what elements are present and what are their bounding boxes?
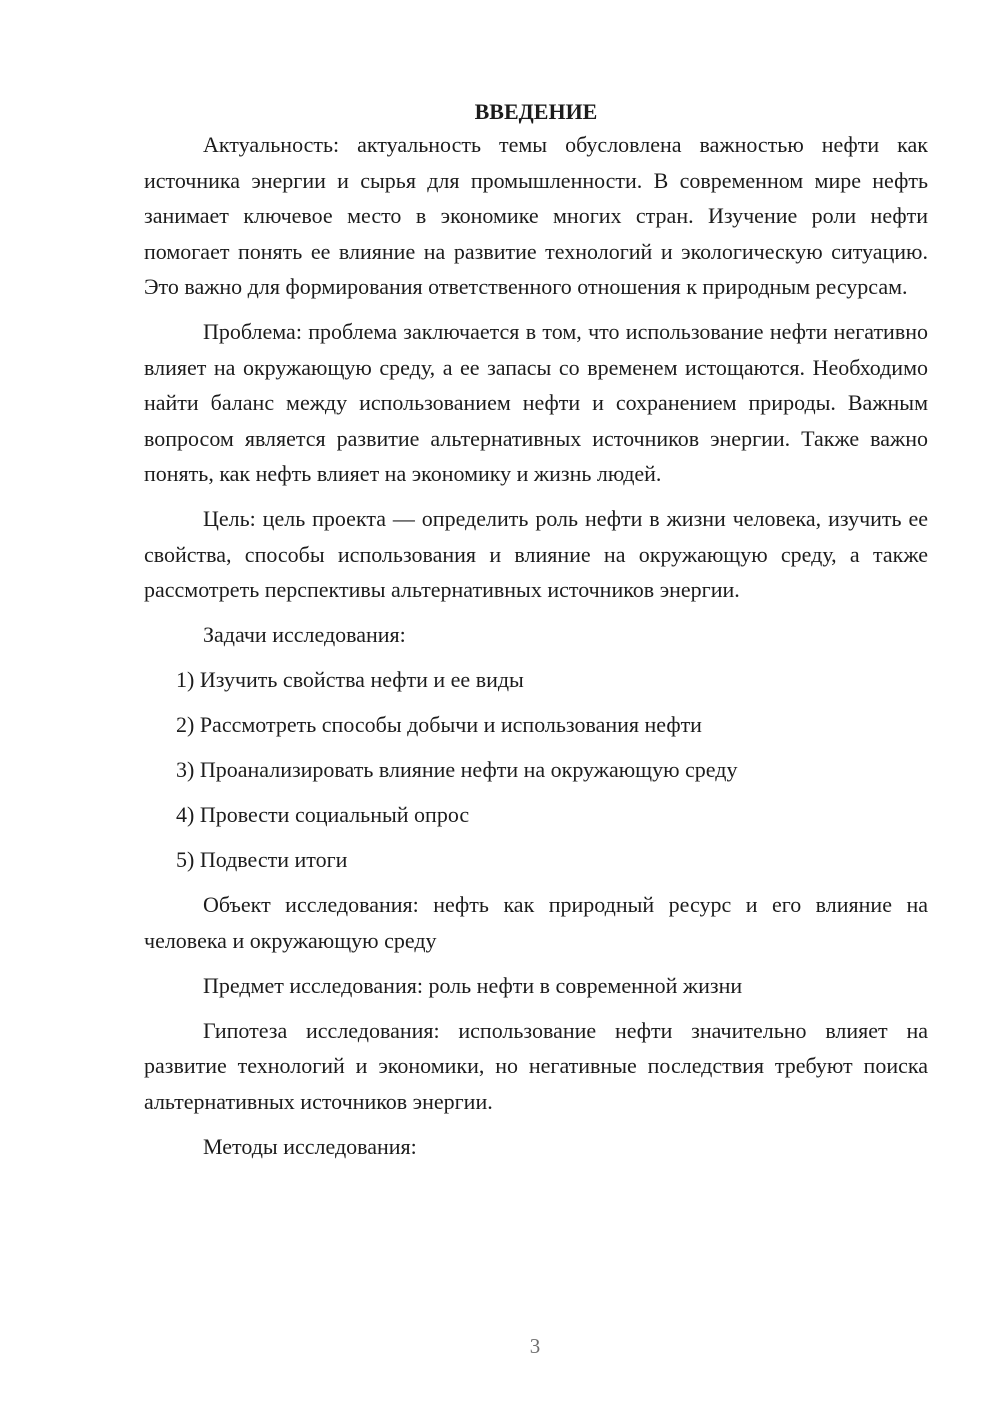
task-item: 1) Изучить свойства нефти и ее виды <box>176 667 524 692</box>
methods-heading: Методы исследования: <box>203 1133 417 1159</box>
task-item: 2) Рассмотреть способы добычи и использования нефти <box>176 712 702 737</box>
object-paragraph: Объект исследования: нефть как природный ресурс и его влияние на человека и окружающую среду <box>144 892 928 953</box>
relevance-paragraph: Актуальность: актуальность темы обусловлена важностью нефти как источника энергии и сырья для промышленности. В современном мире нефть занимает ключевое место в экономике многих стран. Изучение роли нефти помогает понять ее влияние на развитие технологий и экологическую ситуацию. Это важно для формирования ответственного отношения к природным ресурсам. <box>144 132 928 299</box>
task-item: 5) Подвести итоги <box>176 847 348 872</box>
subject-paragraph: Предмет исследования: роль нефти в современной жизни <box>203 972 743 998</box>
task-item: 4) Провести социальный опрос <box>176 802 470 827</box>
task-item: 3) Проанализировать влияние нефти на окружающую среду <box>176 757 738 782</box>
section-title: ВВЕДЕНИЕ <box>474 99 598 124</box>
goal-paragraph: Цель: цель проекта — определить роль нефти в жизни человека, изучить ее свойства, способы использования и влияние на окружающую среду, а также рассмотреть перспективы альтернативных источников энергии. <box>144 506 928 602</box>
hypothesis-paragraph: Гипотеза исследования: использование нефти значительно влияет на развитие технологий и экономики, но негативные последствия требуют поиска альтернативных источников энергии. <box>144 1017 928 1114</box>
tasks-heading: Задачи исследования: <box>203 622 406 647</box>
page-content <box>144 94 928 1174</box>
page-number: 3 <box>529 1334 541 1358</box>
problem-paragraph: Проблема: проблема заключается в том, что использование нефти негативно влияет на окружающую среду, а ее запасы со временем истощаются. Необходимо найти баланс между использованием нефти и сохранением природы. Важным вопросом является развитие альтернативных источников энергии. Также важно понять, как нефть влияет на экономику и жизнь людей. <box>144 319 928 486</box>
tasks-list <box>144 662 928 878</box>
